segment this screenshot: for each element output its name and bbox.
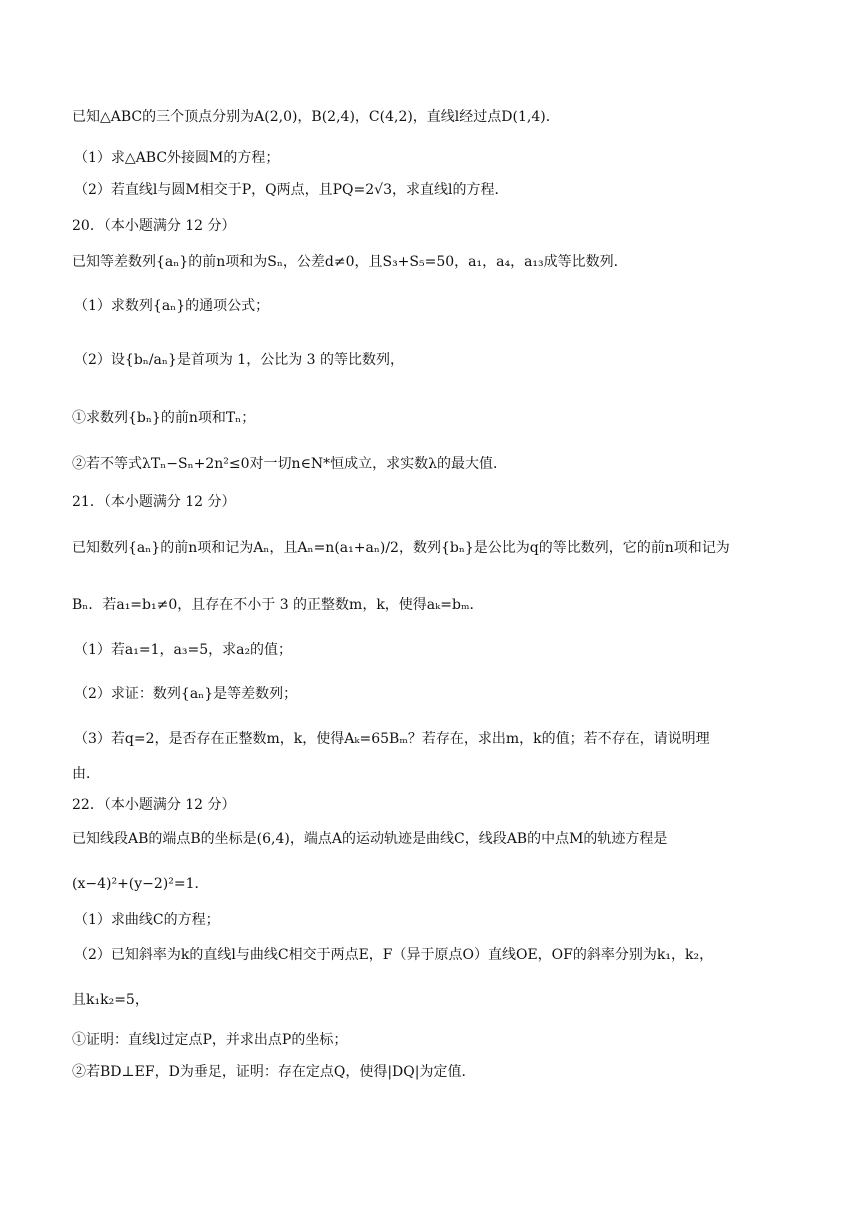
problem-22-part-1: （1）求曲线C的方程； [74,912,220,928]
problem-20-sub-1: ①求数列{bₙ}的前n项和Tₙ； [72,410,256,426]
problem-22-part-2-cont: 且k₁k₂=5， [72,992,149,1008]
problem-22-header: 22．（本小题满分 12 分） [72,797,236,813]
problem-21-part-2: （2）求证：数列{aₙ}是等差数列； [74,686,298,702]
problem-20-sub-2: ②若不等式λTₙ−Sₙ+2n²≤0对一切n∈N*恒成立，求实数λ的最大值． [72,456,508,472]
problem-20-statement: 已知等差数列{aₙ}的前n项和为Sₙ，公差d≠0，且S₃+S₅=50，a₁，a₄，a₁₃成等比数列． [72,254,628,270]
problem-20-header: 20．（本小题满分 12 分） [72,218,236,234]
problem-19-part-2: （2）若直线l与圆M相交于P，Q两点，且PQ=2√3，求直线l的方程． [74,182,509,198]
problem-22-part-2: （2）已知斜率为k的直线l与曲线C相交于两点E，F（异于原点O）直线OE，OF的斜率分别为k₁，k₂， [74,947,714,963]
problem-20-part-1: （1）求数列{aₙ}的通项公式； [74,298,270,314]
problem-21-header: 21．（本小题满分 12 分） [72,494,236,510]
problem-22-statement-1: 已知线段AB的端点B的坐标是(6,4)，端点A的运动轨迹是曲线C，线段AB的中点M的轨迹方程是 [72,831,668,847]
problem-21-part-3: （3）若q=2，是否存在正整数m，k，使得Aₖ=65Bₘ？若存在，求出m，k的值；若不存在，请说明理 [74,731,710,747]
problem-20-part-2: （2）设{bₙ/aₙ}是首项为 1，公比为 3 的等比数列， [74,352,405,368]
problem-22-sub-2: ②若BD⊥EF，D为垂足，证明：存在定点Q，使得|DQ|为定值． [72,1064,476,1080]
problem-21-statement-1: 已知数列{aₙ}的前n项和记为Aₙ，且Aₙ=n(a₁+aₙ)/2，数列{bₙ}是公比为q的等比数列，它的前n项和记为 [72,540,730,556]
problem-19-part-1: （1）求△ABC外接圆M的方程； [74,150,280,166]
problem-19-statement: 已知△ABC的三个顶点分别为A(2,0)，B(2,4)，C(4,2)，直线l经过点D(1,4)． [72,109,560,125]
problem-21-statement-2: Bₙ．若a₁=b₁≠0，且存在不小于 3 的正整数m，k，使得aₖ=bₘ． [72,597,484,613]
problem-22-sub-1: ①证明：直线l过定点P，并求出点P的坐标； [72,1032,348,1048]
problem-21-part-3-cont: 由． [72,766,100,782]
problem-22-equation: (x−4)²+(y−2)²=1． [72,876,209,892]
problem-21-part-1: （1）若a₁=1，a₃=5，求a₂的值； [74,642,293,658]
